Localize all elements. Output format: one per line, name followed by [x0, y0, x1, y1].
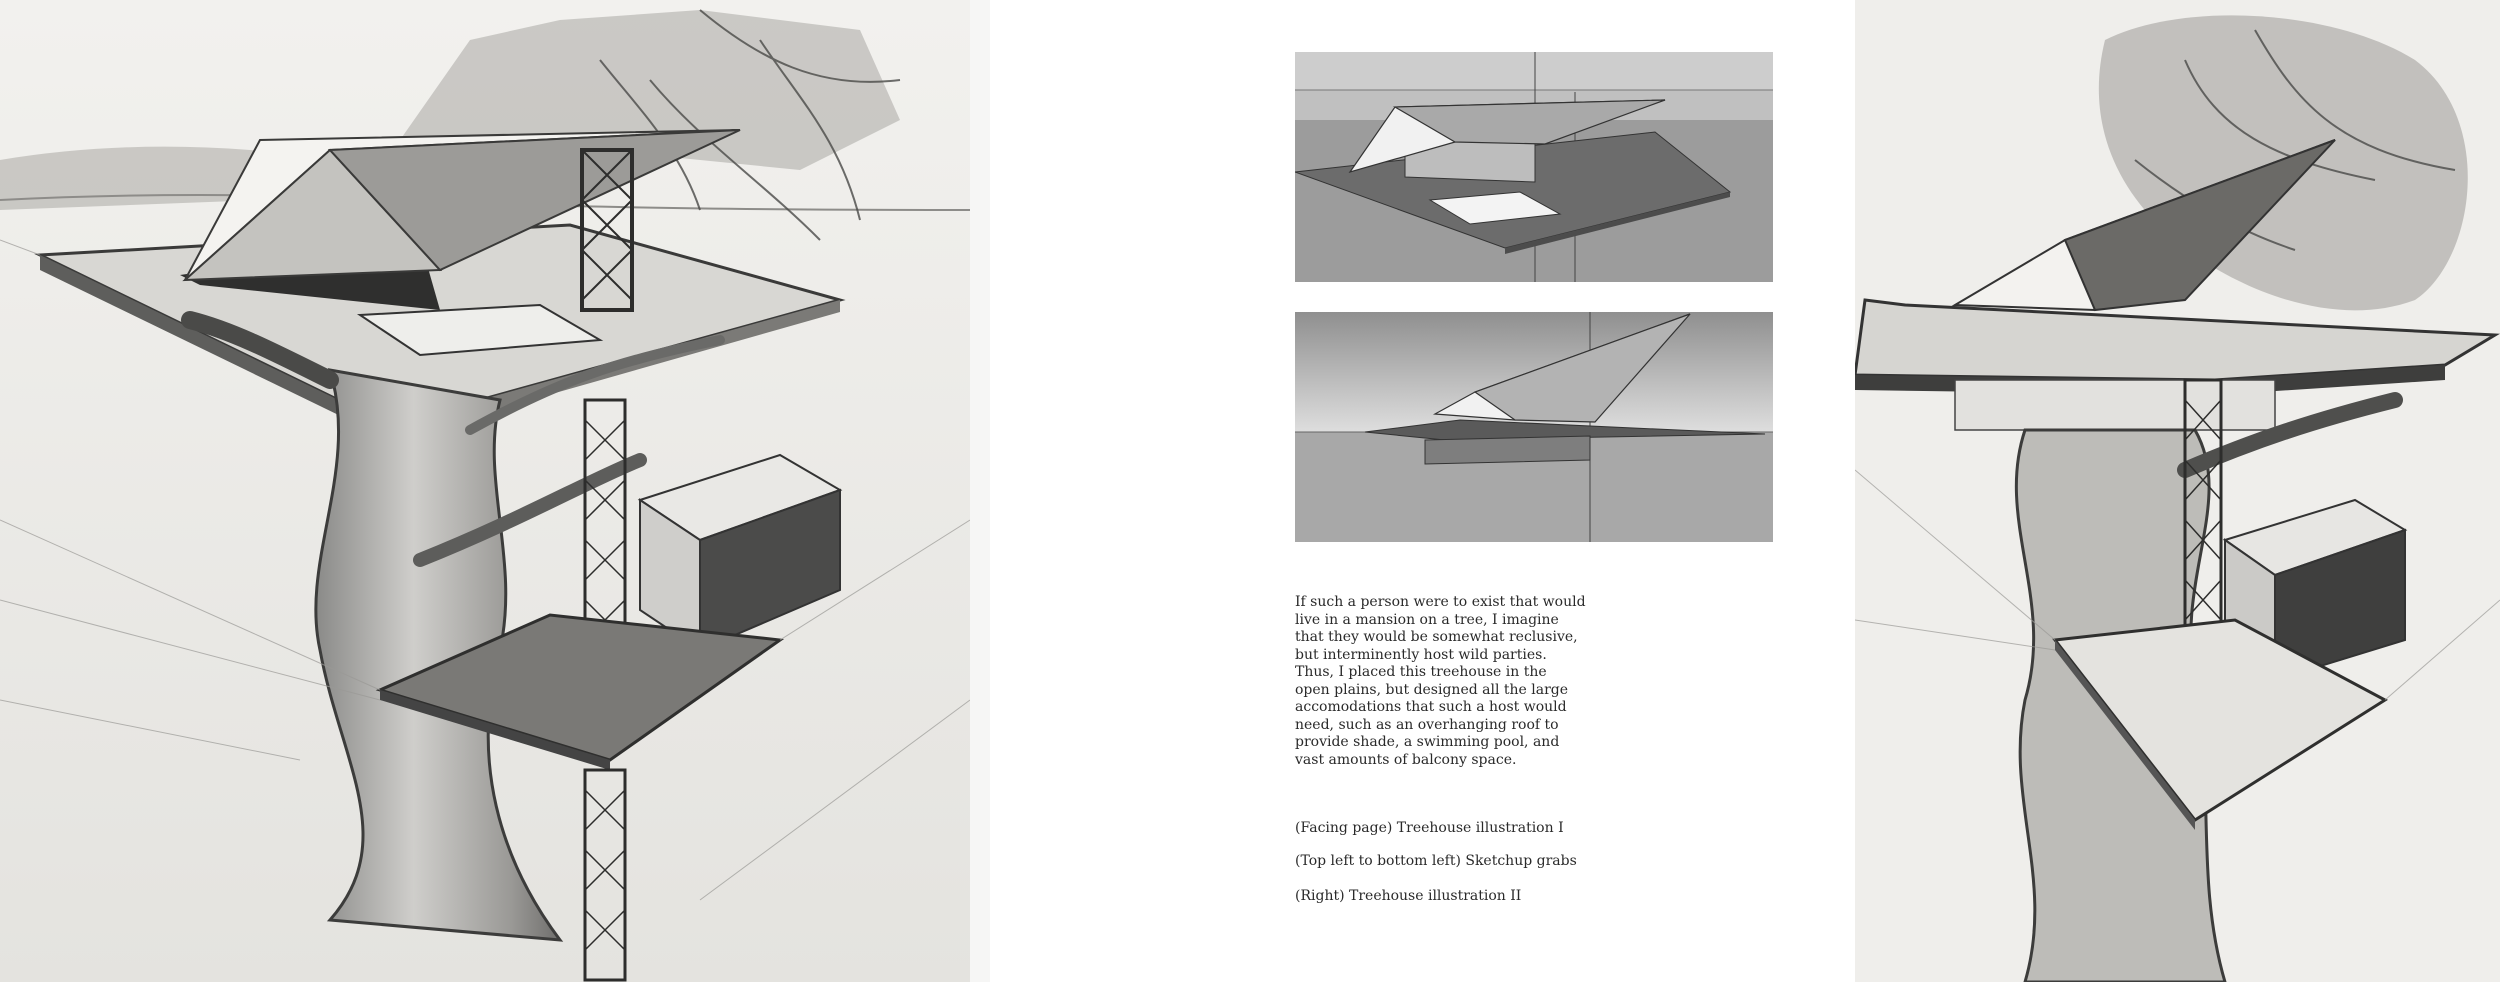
- sketchup-render-top: [1295, 52, 1773, 282]
- sketchup-render-bottom: [1295, 312, 1773, 542]
- caption-right-illustration: (Right) Treehouse illustration II: [1295, 888, 1522, 904]
- caption-sketchup-grabs: (Top left to bottom left) Sketchup grabs: [1295, 853, 1577, 869]
- pencil-drawing-1: [0, 0, 970, 982]
- treehouse-illustration-1: [0, 0, 970, 982]
- pencil-drawing-2: [1855, 0, 2500, 982]
- sketchup-render-bottom-graphic: [1295, 312, 1773, 542]
- body-text: If such a person were to exist that would live in a mansion on a tree, I imagine that they would be somewhat reclusive, but interminently host wild parties. Thus, I placed this treehouse in the open plains, but designed all the large accomodations that such a host would need, such as an overhanging roof to provide shade, a swimming pool, and vast amounts of balcony space.: [1295, 594, 1586, 768]
- gutter-left: [970, 0, 990, 982]
- sketchup-render-top-graphic: [1295, 52, 1773, 282]
- caption-facing-page: (Facing page) Treehouse illustration I: [1295, 820, 1564, 836]
- treehouse-illustration-2: [1855, 0, 2500, 982]
